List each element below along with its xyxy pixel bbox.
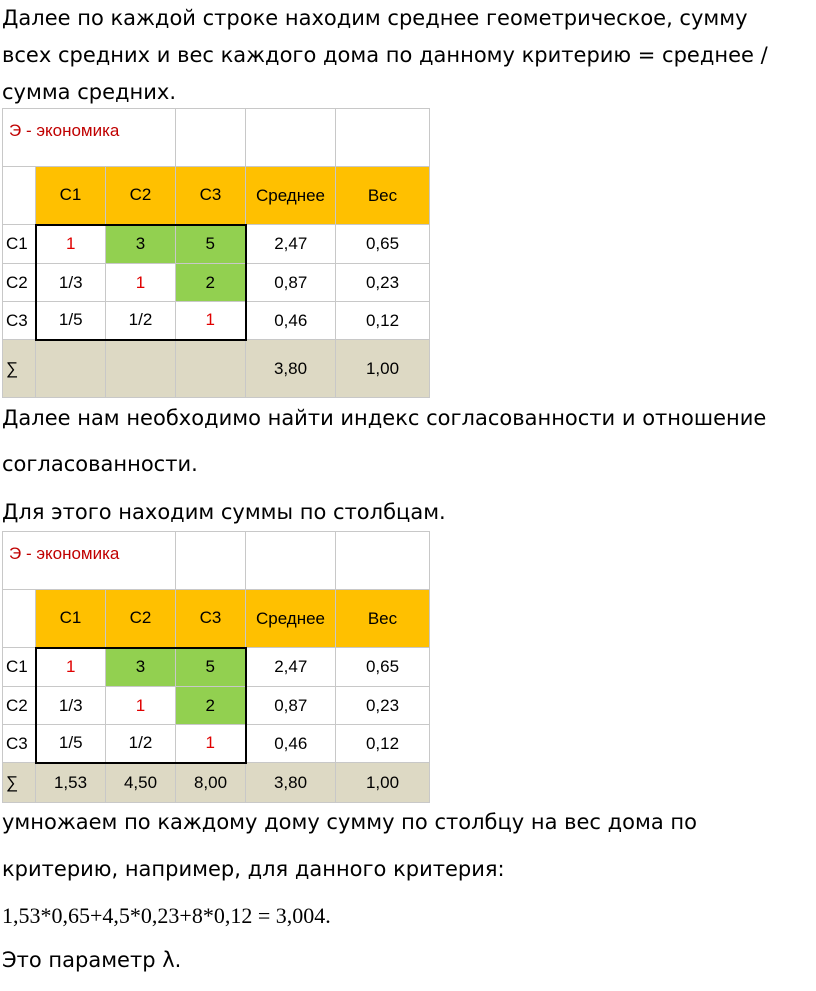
table-cell: 1 bbox=[176, 725, 246, 763]
table-cell: 3 bbox=[106, 225, 176, 264]
table-title: Э - экономика bbox=[3, 532, 176, 590]
table-row bbox=[3, 648, 430, 687]
table-cell: 3,80 bbox=[246, 763, 336, 803]
column-header: Среднее bbox=[246, 167, 336, 225]
table-cell: 0,23 bbox=[336, 687, 430, 725]
middle-line-3: Для этого находим суммы по столбцам. bbox=[2, 500, 446, 524]
table-cell: 2,47 bbox=[246, 648, 336, 687]
table-cell: 5 bbox=[176, 648, 246, 687]
table-cell: 0,46 bbox=[246, 302, 336, 340]
sum-label: ∑ bbox=[3, 340, 36, 398]
table-cell: 1,00 bbox=[336, 763, 430, 803]
table-cell: 1 bbox=[106, 687, 176, 725]
table-cell: 0,12 bbox=[336, 725, 430, 763]
table-row bbox=[3, 302, 430, 340]
intro-line-2: всех средних и вес каждого дома по данному критерию = среднее / bbox=[2, 43, 768, 67]
economics-table-1 bbox=[2, 108, 430, 398]
intro-line-3: сумма средних. bbox=[2, 80, 176, 104]
row-label: C1 bbox=[3, 648, 36, 687]
sum-row bbox=[3, 763, 430, 803]
table-row bbox=[3, 687, 430, 725]
column-header: C2 bbox=[106, 167, 176, 225]
table-cell: 0,23 bbox=[336, 264, 430, 302]
middle-line-1: Далее нам необходимо найти индекс согласованности и отношение bbox=[2, 406, 767, 430]
table-cell: 1 bbox=[176, 302, 246, 340]
intro-line-1: Далее по каждой строке находим среднее геометрическое, сумму bbox=[2, 6, 748, 30]
table-cell bbox=[106, 340, 176, 398]
table-title-row bbox=[3, 532, 430, 590]
table-row bbox=[3, 225, 430, 264]
table-cell: 1/3 bbox=[36, 687, 106, 725]
column-header: C1 bbox=[36, 590, 106, 648]
table-cell: 1 bbox=[36, 225, 106, 264]
table-row bbox=[3, 264, 430, 302]
outro-line-3: Это параметр λ. bbox=[2, 948, 182, 972]
column-header: C2 bbox=[106, 590, 176, 648]
table-cell: 4,50 bbox=[106, 763, 176, 803]
table-cell: 8,00 bbox=[176, 763, 246, 803]
table-cell: 0,87 bbox=[246, 264, 336, 302]
outro-line-1: умножаем по каждому дому сумму по столбцу на вес дома по bbox=[2, 810, 697, 834]
table-cell bbox=[36, 340, 106, 398]
table-cell: 0,65 bbox=[336, 648, 430, 687]
column-header: C3 bbox=[176, 590, 246, 648]
column-header: Среднее bbox=[246, 590, 336, 648]
table-cell: 0,87 bbox=[246, 687, 336, 725]
table-cell: 1 bbox=[106, 264, 176, 302]
table-header-row bbox=[3, 167, 430, 225]
table-title: Э - экономика bbox=[3, 109, 176, 167]
table-cell: 1/3 bbox=[36, 264, 106, 302]
row-label: C3 bbox=[3, 302, 36, 340]
table-cell: 1 bbox=[36, 648, 106, 687]
sum-label: ∑ bbox=[3, 763, 36, 803]
table-cell: 1/5 bbox=[36, 725, 106, 763]
outro-line-2: критерию, например, для данного критерия: bbox=[2, 857, 505, 881]
table-cell: 3 bbox=[106, 648, 176, 687]
row-label: C3 bbox=[3, 725, 36, 763]
table-cell: 1,53 bbox=[36, 763, 106, 803]
table-cell: 2 bbox=[176, 264, 246, 302]
table-title-row bbox=[3, 109, 430, 167]
table-cell: 2,47 bbox=[246, 225, 336, 264]
column-header: Вес bbox=[336, 590, 430, 648]
row-label: C2 bbox=[3, 264, 36, 302]
sum-row bbox=[3, 340, 430, 398]
table-cell: 1/2 bbox=[106, 725, 176, 763]
table-header-row bbox=[3, 590, 430, 648]
formula: 1,53*0,65+4,5*0,23+8*0,12 = 3,004. bbox=[2, 903, 331, 928]
table-cell: 5 bbox=[176, 225, 246, 264]
middle-line-2: согласованности. bbox=[2, 452, 198, 476]
table-cell: 0,46 bbox=[246, 725, 336, 763]
table-row bbox=[3, 725, 430, 763]
column-header: C1 bbox=[36, 167, 106, 225]
table-cell: 0,12 bbox=[336, 302, 430, 340]
table-cell: 2 bbox=[176, 687, 246, 725]
table-cell: 1,00 bbox=[336, 340, 430, 398]
column-header: C3 bbox=[176, 167, 246, 225]
row-label: C2 bbox=[3, 687, 36, 725]
table-cell: 3,80 bbox=[246, 340, 336, 398]
table-cell: 1/5 bbox=[36, 302, 106, 340]
table-cell: 1/2 bbox=[106, 302, 176, 340]
table-cell: 0,65 bbox=[336, 225, 430, 264]
column-header: Вес bbox=[336, 167, 430, 225]
economics-table-2 bbox=[2, 531, 430, 803]
table-cell bbox=[176, 340, 246, 398]
row-label: C1 bbox=[3, 225, 36, 264]
